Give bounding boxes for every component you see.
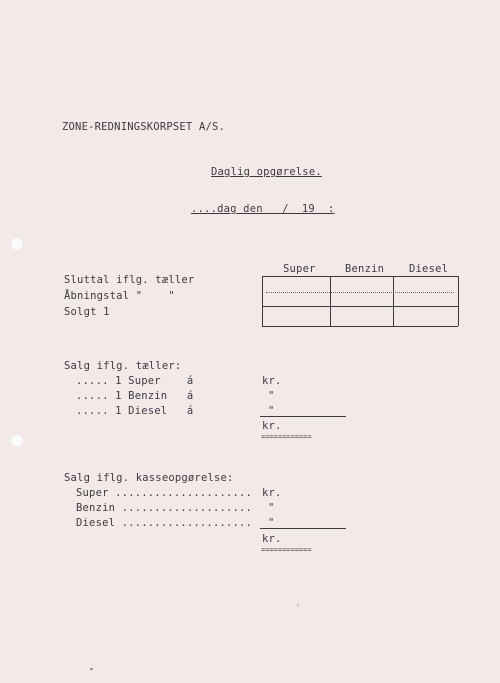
meter-sales-unit-super: kr. [262, 375, 282, 387]
register-sales-line-diesel: Diesel .................... [76, 517, 253, 529]
date-line: ....dag den / 19 : [191, 203, 335, 215]
paper-speck [297, 604, 299, 606]
register-sales-unit-benzin: " [268, 502, 275, 514]
table-faint-rule [266, 292, 454, 293]
table-top-rule [262, 276, 458, 277]
row-label-opening-reading: Åbningstal " " [64, 290, 175, 302]
meter-sales-heading: Salg iflg. tæller: [64, 360, 182, 372]
register-sales-line-benzin: Benzin .................... [76, 502, 253, 514]
row-label-final-reading: Sluttal iflg. tæller [64, 274, 195, 286]
meter-sales-total-label: kr. [262, 420, 282, 432]
table-divider-2 [393, 276, 394, 326]
meter-sales-line-benzin: ..... 1 Benzin á [76, 390, 194, 402]
register-sales-double-rule: ============ [261, 546, 312, 554]
register-sales-sum-rule [260, 528, 346, 529]
punch-hole-top [10, 237, 24, 251]
meter-sales-sum-rule [260, 416, 346, 417]
row-label-sold-litres: Solgt 1 [64, 306, 110, 318]
column-header-diesel: Diesel [409, 263, 449, 275]
table-divider-1 [330, 276, 331, 326]
table-mid-rule [262, 306, 458, 307]
page-title: Daglig opgørelse. [211, 166, 322, 178]
meter-sales-unit-benzin: " [268, 390, 275, 402]
register-sales-unit-super: kr. [262, 487, 282, 499]
column-header-benzin: Benzin [345, 263, 385, 275]
register-sales-total-label: kr. [262, 533, 282, 545]
punch-hole-bottom [10, 434, 24, 448]
table-bottom-rule [262, 326, 458, 327]
company-name: ZONE-REDNINGSKORPSET A/S. [62, 121, 226, 133]
register-sales-heading: Salg iflg. kasseopgørelse: [64, 472, 234, 484]
meter-sales-line-diesel: ..... 1 Diesel á [76, 405, 194, 417]
column-header-super: Super [283, 263, 316, 275]
table-right-border [458, 276, 459, 326]
register-sales-line-super: Super ..................... [76, 487, 253, 499]
meter-sales-unit-diesel: " [268, 405, 275, 417]
paper-speck [90, 668, 93, 670]
table-left-border [262, 276, 263, 326]
register-sales-unit-diesel: " [268, 517, 275, 529]
meter-sales-double-rule: ============ [261, 433, 312, 441]
meter-sales-line-super: ..... 1 Super á [76, 375, 194, 387]
